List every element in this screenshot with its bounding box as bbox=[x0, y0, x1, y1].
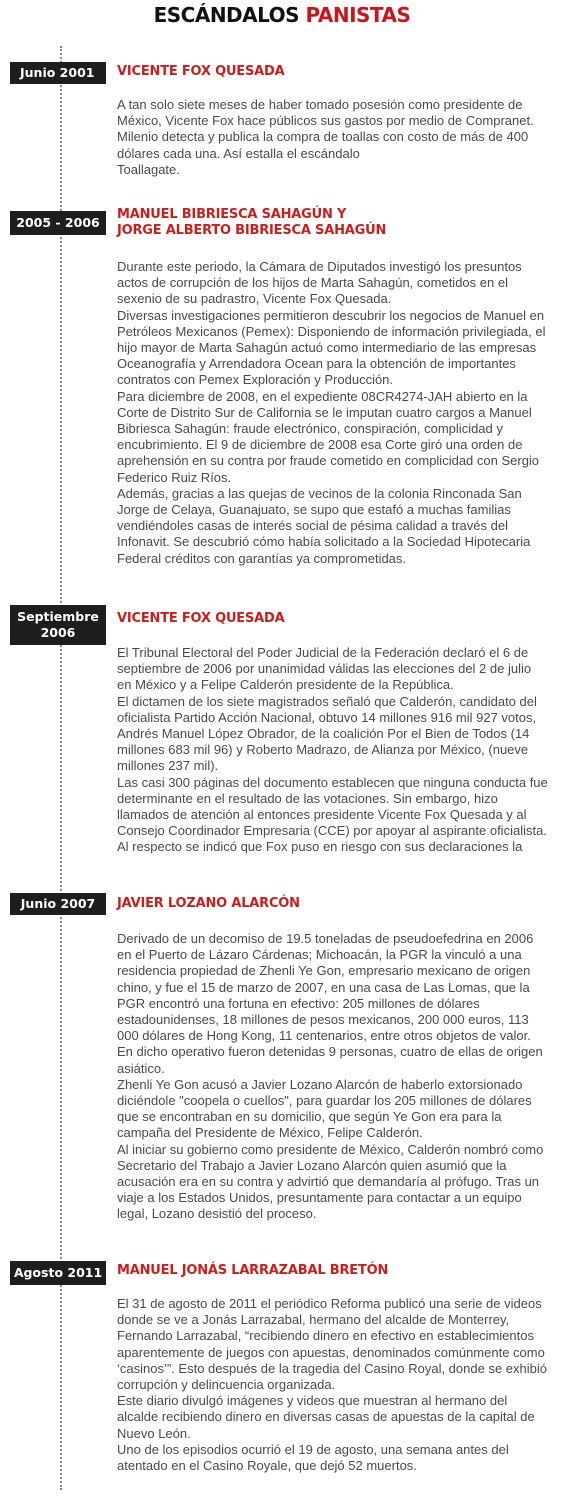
entry-title-line: JAVIER LOZANO ALARCÓN bbox=[117, 896, 300, 911]
entry-body bbox=[117, 259, 549, 567]
entry-title bbox=[117, 896, 557, 912]
paragraph: Además, gracias a las quejas de vecinos de la colonia Rinconada San Jorge de Celaya, Guanajuato, se supo que estafó a muchas familias vendiéndoles casas de interés social de pésima calidad a través del Infonavit. Se descubrió cómo había solicitado a la Sociedad Hipotecaria Federal créditos con garantías ya comprometidas. bbox=[117, 485, 531, 566]
entry-body bbox=[117, 645, 549, 856]
entry-title bbox=[117, 207, 557, 239]
entry-title-line: MANUEL JONÁS LARRAZABAL BRETÓN bbox=[117, 1263, 389, 1278]
entry-body bbox=[117, 1296, 549, 1474]
date-badge: Junio 2007 bbox=[10, 893, 106, 915]
paragraph: Toallagate. bbox=[117, 161, 180, 177]
paragraph: Uno de los episodios ocurrió el 19 de agosto, una semana antes del atentado en el Casino Royale, que dejó 52 muertos. bbox=[117, 1441, 509, 1474]
entry-title bbox=[117, 1263, 557, 1279]
date-badge: Agosto 2011 bbox=[10, 1261, 106, 1285]
entry-title bbox=[117, 64, 557, 80]
paragraph: El dictamen de los siete magistrados señaló que Calderón, candidato del oficialista Partido Acción Nacional, obtuvo 14 millones 916 mil 927 votos, Andrés Manuel López Obrador, de la coalición Por el Bien de Todos (14 millones 683 mil 96) y Roberto Madrazo, de Alianza por México, (nueve millones 237 mil). bbox=[117, 693, 537, 774]
paragraph: Al respecto se indicó que Fox puso en riesgo con sus declaraciones la bbox=[117, 839, 523, 855]
title-part-1: ESCÁNDALOS bbox=[153, 3, 300, 27]
date-badge: Junio 2001 bbox=[10, 62, 106, 84]
title-part-2: PANISTAS bbox=[305, 3, 411, 27]
entry-title-line: VICENTE FOX QUESADA bbox=[117, 64, 285, 79]
entry-body bbox=[117, 97, 549, 178]
page-title bbox=[0, 0, 564, 34]
date-badge: 2005 - 2006 bbox=[10, 211, 106, 235]
paragraph: Al iniciar su gobierno como presidente de México, Calderón nombró como Secretario del Trabajo a Javier Lozano Alarcón quien asumió que la acusación era en su contra y advirtió que demandaría al prófugo. Tras un viaje a los Estados Unidos, presuntamente para contactar a un equipo legal, Lozano desistió del proceso. bbox=[117, 1141, 544, 1222]
paragraph: El Tribunal Electoral del Poder Judicial de la Federación declaró el 6 de septiembre de 2006 por unanimidad válidas las elecciones del 2 de julio en México y a Felipe Calderón presidente de la República. bbox=[117, 645, 532, 693]
paragraph: Las casi 300 páginas del documento establecen que ninguna conducta fue determinante en el resultado de las votaciones. Sin embargo, hizo llamados de atención al entonces presidente Vicente Fox Quesada y al Consejo Coordinador Empresaria (CCE) por apoyar al aspirante oficialista. bbox=[117, 774, 548, 839]
entry-title-line: JORGE ALBERTO BIBRIESCA SAHAGÚN bbox=[117, 223, 387, 238]
paragraph: Para diciembre de 2008, en el expediente 08CR4274-JAH abierto en la Corte de Distrito Sur de California se le imputan cuatro cargos a Manuel Bibriesca Sahagún: fraude electrónico, conspiración, complicidad y encubrimiento. El 9 de diciembre de 2008 esa Corte giró una orden de aprehensión en su contra por fraude cometido en complicidad con Sergio Federico Ruiz Ríos. bbox=[117, 388, 540, 485]
paragraph: Este diario divulgó imágenes y videos que muestran al hermano del alcalde recibiendo dinero en diversas casas de apuestas de la capital de Nuevo León. bbox=[117, 1393, 535, 1441]
entry-title-line: VICENTE FOX QUESADA bbox=[117, 611, 285, 626]
paragraph: El 31 de agosto de 2011 el periódico Reforma publicó una serie de videos donde se ve a Jonás Larrazabal, hermano del alcalde de Monterrey, Fernando Larrazabal, “recibiendo dinero en efectivo en establecimientos aparentemente de juegos con apuestas, denominados comúnmente como ‘casinos’”. Esto después de la tragedia del Casino Royal, donde se exhibió corrupción y delincuencia organizada. bbox=[117, 1296, 547, 1393]
paragraph: Durante este periodo, la Cámara de Diputados investigó los presuntos actos de corrupción de los hijos de Marta Sahagún, cometidos en el sexenio de su padrastro, Vicente Fox Quesada. bbox=[117, 259, 522, 307]
date-badge: Septiembre 2006 bbox=[10, 605, 106, 645]
entry-title-line: MANUEL BIBRIESCA SAHAGÚN Y bbox=[117, 207, 347, 222]
paragraph: Derivado de un decomiso de 19.5 toneladas de pseudoefedrina en 2006 en el Puerto de Lázaro Cárdenas; Michoacán, la PGR la vinculó a una residencia propiedad de Zhenli Ye Gon, empresario mexicano de origen chino, y fue el 15 de marzo de 2007, en una casa de Las Lomas, que la PGR encontró una fortuna en efectivo: 205 millones de dólares estadounidenses, 18 millones de pesos mexicanos, 200 000 euros, 113 000 dólares de Hong Kong, 11 centenarios, entre otros objetos de valor. En dicho operativo fueron detenidas 9 personas, cuatro de ellas de origen asiático. bbox=[117, 931, 543, 1076]
entry-title bbox=[117, 611, 557, 627]
paragraph: Zhenli Ye Gon acusó a Javier Lozano Alarcón de haberlo extorsionado diciéndole "coopela o cuellos", para guardar los 205 millones de dólares que se encontraban en su domicilio, que según Ye Gon era para la campaña del Presidente de México, Felipe Calderón. bbox=[117, 1076, 532, 1141]
paragraph: A tan solo siete meses de haber tomado posesión como presidente de México, Vicente Fox hace públicos sus gastos por medio de Compranet. Milenio detecta y publica la compra de toallas con costo de más de 400 dólares cada una. Así estalla el escándalo bbox=[117, 97, 534, 161]
entry-body bbox=[117, 931, 549, 1223]
paragraph: Diversas investigaciones permitieron descubrir los negocios de Manuel en Petróleos Mexicanos (Pemex): Disponiendo de información privilegiada, el hijo mayor de Marta Sahagún actuó como intermediario de las empresas Oceanografía y Arrendadora Ocean para la obtención de importantes contratos con Pemex Exploración y Producción. bbox=[117, 307, 546, 388]
